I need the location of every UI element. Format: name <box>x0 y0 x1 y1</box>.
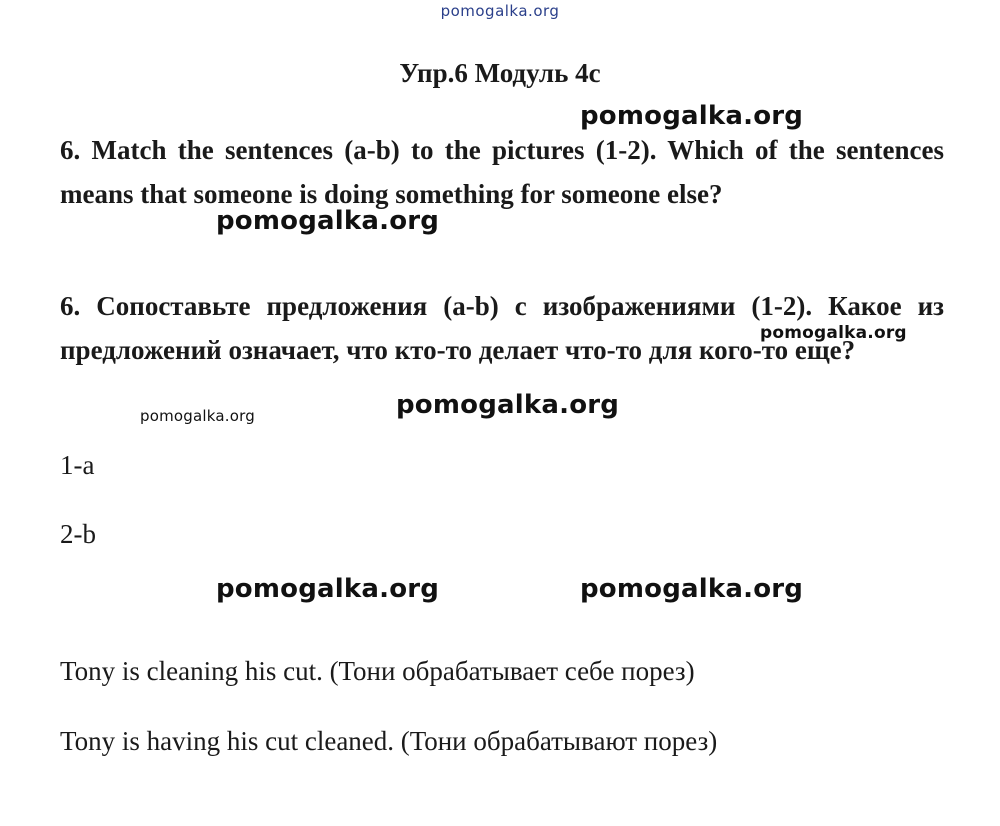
sentence-b: Tony is having his cut cleaned. (Тони обрабатывают порез) <box>60 726 718 756</box>
page-title: Упр.6 Модуль 4с <box>399 58 601 88</box>
task-english: 6. Match the sentences (a-b) to the pictures (1-2). Which of the sentences means that someone is doing something for someone else? <box>60 135 944 209</box>
sentence-a: Tony is cleaning his cut. (Тони обрабатывает себе порез) <box>60 656 695 686</box>
watermark: pomogalka.org <box>396 390 620 420</box>
header-watermark: pomogalka.org <box>440 2 560 20</box>
watermark: pomogalka.org <box>140 407 255 425</box>
watermark: pomogalka.org <box>760 323 907 343</box>
watermark: pomogalka.org <box>216 574 440 604</box>
watermark: pomogalka.org <box>580 101 804 131</box>
watermark: pomogalka.org <box>216 206 440 236</box>
answer-2: 2-b <box>60 519 96 549</box>
answer-1: 1-a <box>60 450 95 480</box>
watermark: pomogalka.org <box>580 574 804 604</box>
task-russian: 6. Сопоставьте предложения (a-b) с изображениями (1-2). Какое из предложений означает, что кто-то делает что-то для кого-то еще? <box>60 291 944 365</box>
